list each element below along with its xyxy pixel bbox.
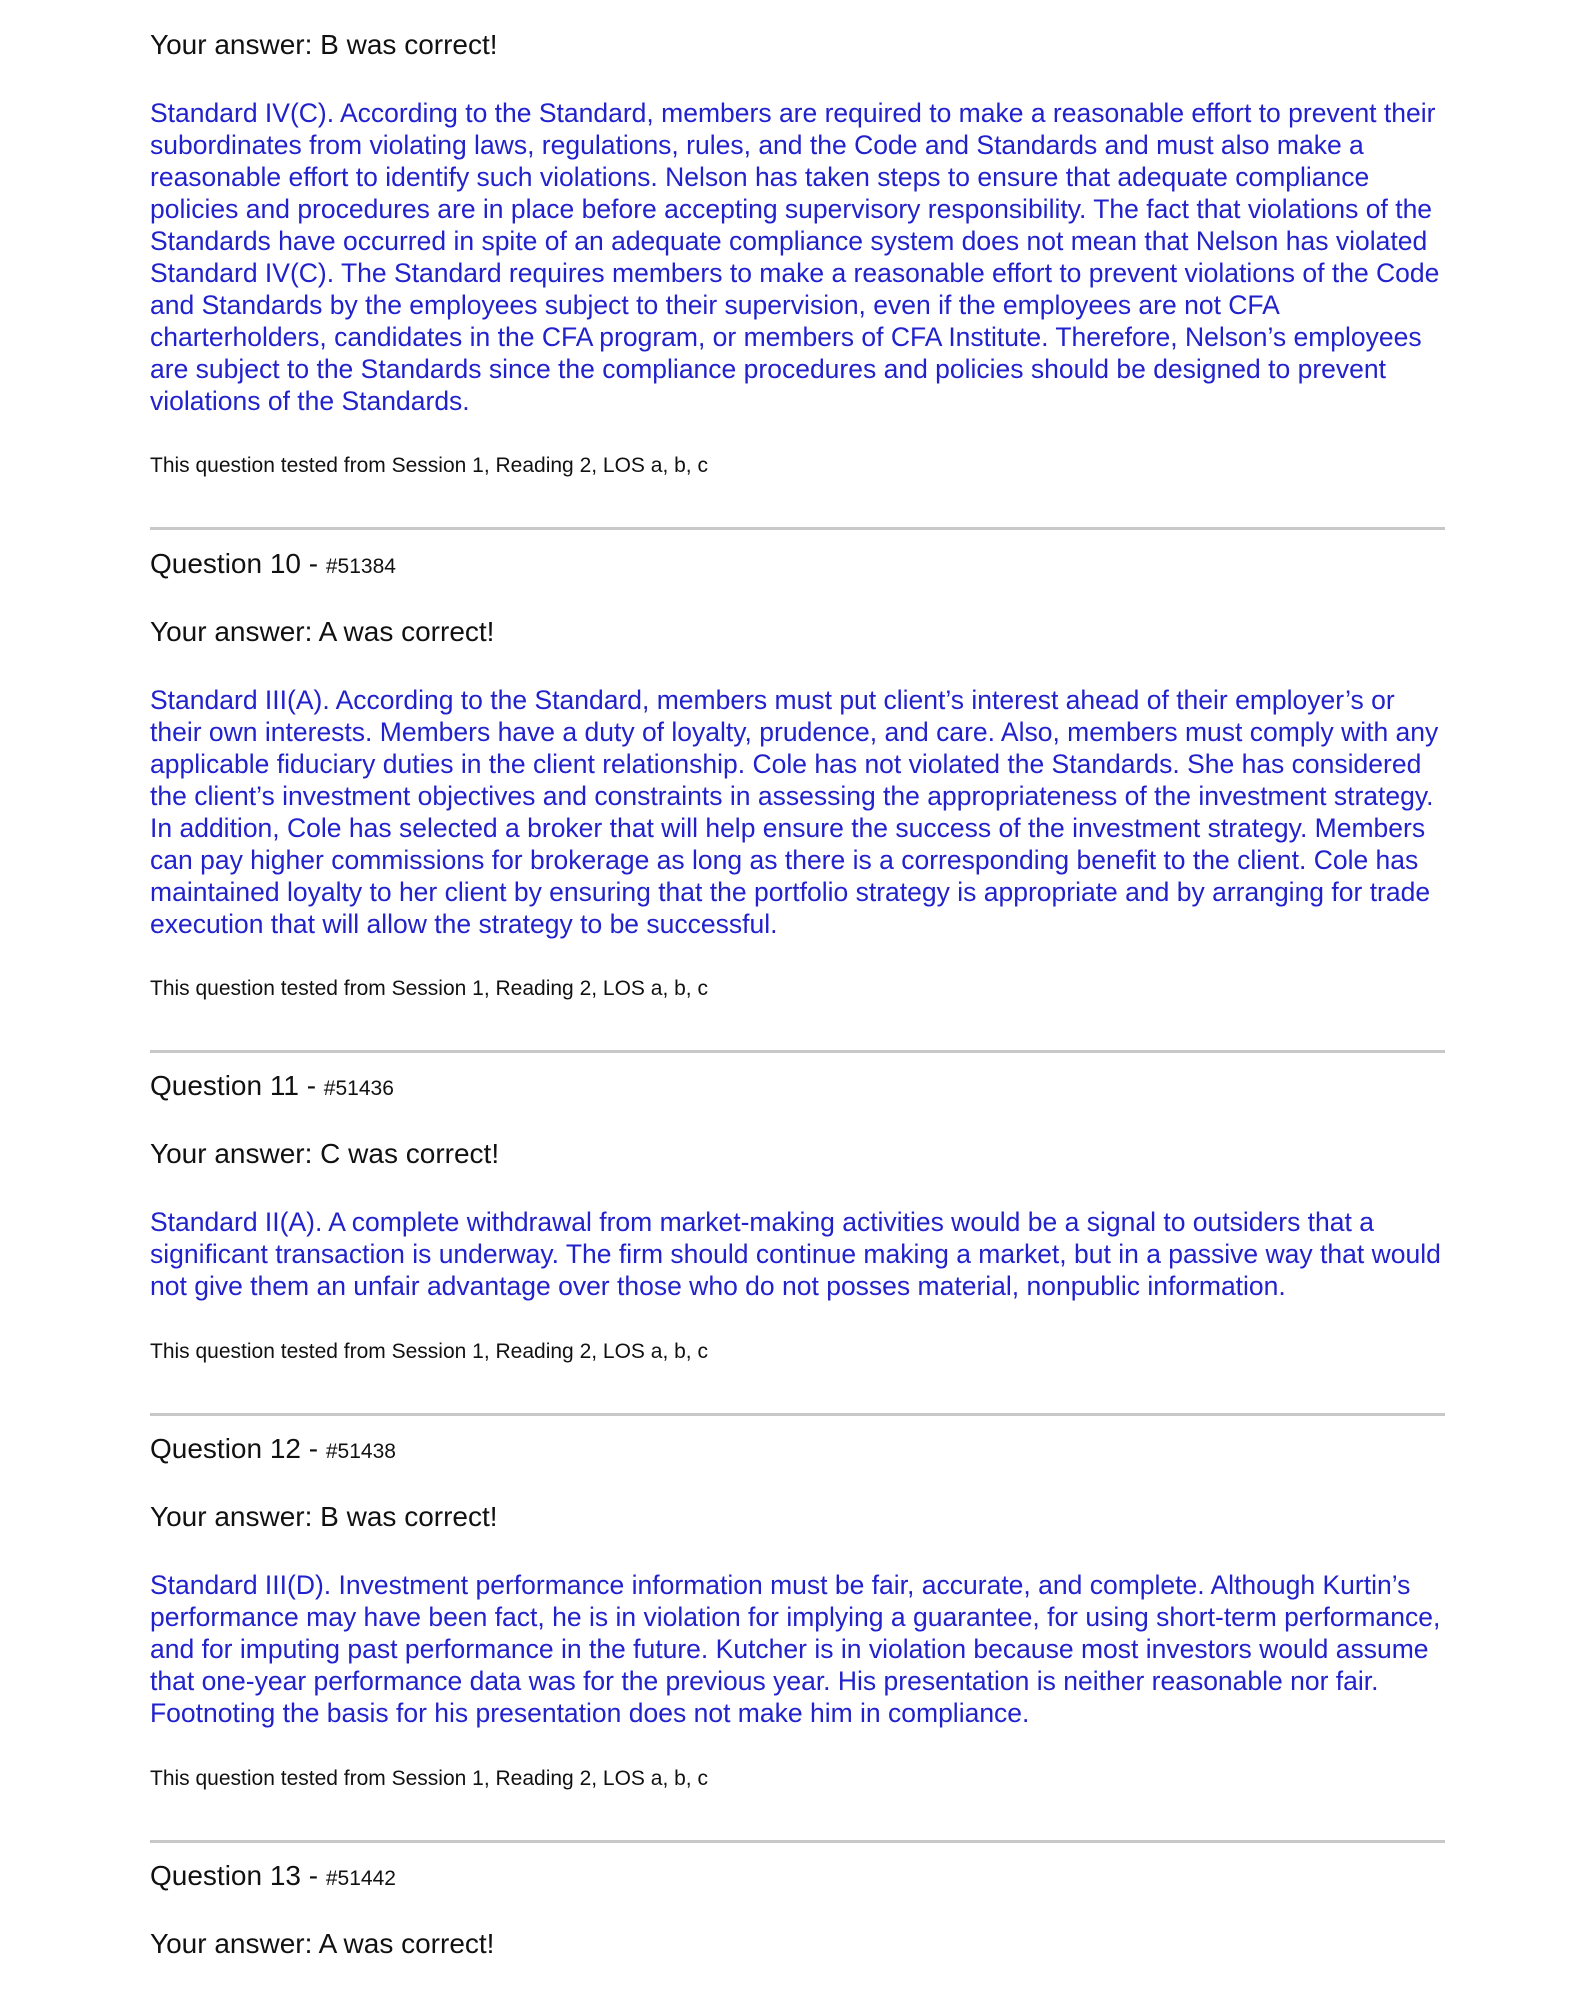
section-divider: [150, 1413, 1445, 1416]
question-heading: [150, 1432, 396, 1469]
your-answer-text: Your answer: C was correct!: [150, 1138, 500, 1169]
section-divider: [150, 1840, 1445, 1843]
tested-from-text: This question tested from Session 1, Reading 2, LOS a, b, c: [150, 977, 708, 1000]
section-divider: [150, 527, 1445, 530]
your-answer-text: Your answer: B was correct!: [150, 29, 498, 60]
question-label: Question 12 -: [150, 1433, 326, 1464]
section-divider: [150, 1050, 1445, 1053]
question-label: Question 13 -: [150, 1860, 326, 1891]
tested-from-text: This question tested from Session 1, Reading 2, LOS a, b, c: [150, 1767, 708, 1790]
explanation-text: Standard III(A). According to the Standard, members must put client’s interest ahead of their employer’s or their own interests. Members have a duty of loyalty, prudence, and care. Also, members must comply with any applicable fiduciary duties in the client relationship. Cole has not violated the Standards. She has considered the client’s investment objectives and constraints in assessing the appropriateness of the investment strategy. In addition, Cole has selected a broker that will help ensure the success of the investment strategy. Members can pay higher commissions for brokerage as long as there is a corresponding benefit to the client. Cole has maintained loyalty to her client by ensuring that the portfolio strategy is appropriate and by arranging for trade execution that will allow the strategy to be successful.: [150, 685, 1439, 939]
tested-from-text: This question tested from Session 1, Reading 2, LOS a, b, c: [150, 1340, 708, 1363]
your-answer-text: Your answer: A was correct!: [150, 616, 495, 647]
question-heading: [150, 547, 396, 584]
question-id: #51438: [325, 1440, 396, 1463]
question-heading: [150, 1859, 396, 1896]
explanation-text: Standard II(A). A complete withdrawal from market-making activities would be a signal to outsiders that a significant transaction is underway. The firm should continue making a market, but in a passive way that would not give them an unfair advantage over those who do not posses material, nonpublic information.: [150, 1207, 1441, 1301]
explanation-text: Standard III(D). Investment performance information must be fair, accurate, and complete. Although Kurtin’s performance may have been fact, he is in violation for implying a guarantee, for using short-term performance, and for imputing past performance in the future. Kutcher is in violation because most investors would assume that one-year performance data was for the previous year. His presentation is neither reasonable nor fair. Footnoting the basis for his presentation does not make him in compliance.: [150, 1570, 1441, 1728]
your-answer-text: Your answer: A was correct!: [150, 1928, 495, 1959]
your-answer-text: Your answer: B was correct!: [150, 1501, 498, 1532]
tested-from-text: This question tested from Session 1, Reading 2, LOS a, b, c: [150, 454, 708, 477]
explanation-text: Standard IV(C). According to the Standard, members are required to make a reasonable effort to prevent their subordinates from violating laws, regulations, rules, and the Code and Standards and must also make a reasonable effort to identify such violations. Nelson has taken steps to ensure that adequate compliance policies and procedures are in place before accepting supervisory responsibility. The fact that violations of the Standards have occurred in spite of an adequate compliance system does not mean that Nelson has violated Standard IV(C). The Standard requires members to make a reasonable effort to prevent violations of the Code and Standards by the employees subject to their supervision, even if the employees are not CFA charterholders, candidates in the CFA program, or members of CFA Institute. Therefore, Nelson’s employees are subject to the Standards since the compliance procedures and policies should be designed to prevent violations of the Standards.: [150, 98, 1440, 416]
question-label: Question 10 -: [150, 548, 326, 579]
question-id: #51384: [325, 555, 396, 578]
question-id: #51436: [323, 1077, 394, 1100]
question-heading: [150, 1069, 394, 1106]
question-label: Question 11 -: [150, 1070, 324, 1101]
question-id: #51442: [325, 1867, 396, 1890]
